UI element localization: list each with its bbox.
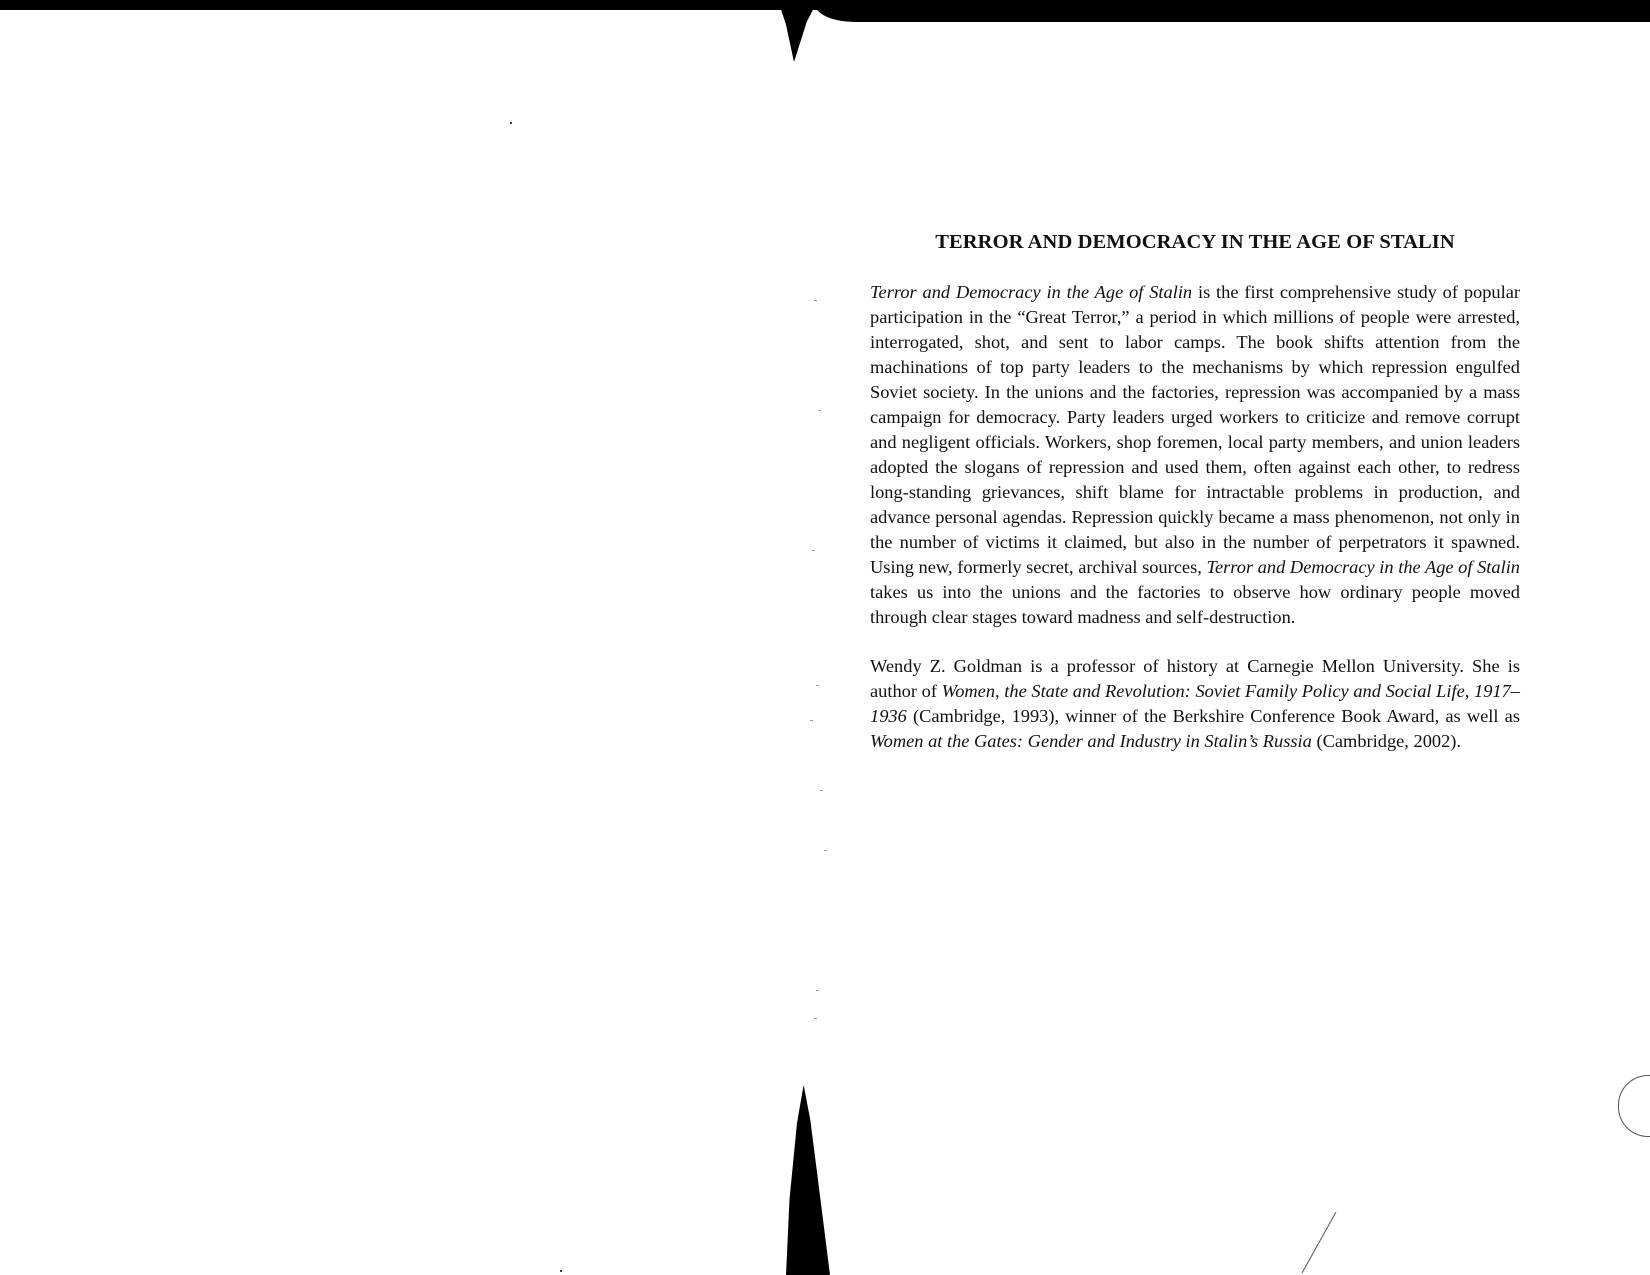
body-text: (Cambridge, 1993), winner of the Berkshire Conference Book Award, as well as bbox=[906, 706, 1520, 726]
body-text: takes us into the unions and the factories to observe how ordinary people moved through clear stages toward madness and self-destruction. bbox=[870, 582, 1520, 627]
description-paragraph bbox=[870, 280, 1520, 630]
speck bbox=[814, 1018, 817, 1019]
speck bbox=[816, 685, 819, 686]
binding-specks bbox=[800, 290, 840, 1070]
italic-text: Terror and Democracy in the Age of Stalin bbox=[870, 282, 1193, 302]
right-page bbox=[870, 222, 1520, 754]
stray-mark bbox=[510, 122, 512, 124]
page-title: TERROR AND DEMOCRACY IN THE AGE OF STALIN bbox=[935, 231, 1455, 253]
speck bbox=[816, 990, 819, 991]
body-text: Wendy Z. Goldman is a professor of history at Carnegie Mellon University. She is author of bbox=[870, 656, 1520, 701]
gutter-shadow-top bbox=[778, 0, 818, 62]
gutter-shadow-bottom bbox=[786, 1085, 830, 1275]
speck bbox=[820, 790, 823, 791]
author-bio-paragraph bbox=[870, 654, 1520, 754]
speck bbox=[824, 850, 827, 851]
speck bbox=[814, 300, 817, 301]
body-text: (Cambridge, 2002). bbox=[1311, 731, 1461, 751]
speck bbox=[812, 550, 815, 551]
italic-text: Women at the Gates: Gender and Industry in Stalin’s Russia bbox=[870, 731, 1312, 751]
page-edge-arc bbox=[1618, 1075, 1650, 1137]
italic-text: Women, the State and Revolution: Soviet Family Policy and Social Life, 1917–1936 bbox=[870, 681, 1520, 726]
stray-line bbox=[1300, 1210, 1340, 1275]
body-text: is the first comprehensive study of popular participation in the “Great Terror,” a period in which millions of people were arrested, interrogated, shot, and sent to labor camps. The book shifts attention from the machinations of top party leaders to the mechanisms by which repression engulfed Soviet society. In the unions and the factories, repression was accompanied by a mass campaign for democracy. Party leaders urged workers to criticize and remove corrupt and negligent officials. Workers, shop foremen, local party members, and union leaders adopted the slogans of repression and used them, often against each other, to redress long-standing grievances, shift blame for intractable problems in production, and advance personal agendas. Repression quickly became a mass phenomenon, not only in the number of victims it claimed, but also in the number of perpetrators it spawned. Using new, formerly secret, archival sources, bbox=[870, 282, 1520, 577]
speck bbox=[818, 410, 821, 411]
stray-mark bbox=[560, 1270, 562, 1272]
italic-text: Terror and Democracy in the Age of Stalin bbox=[1206, 557, 1520, 577]
scan-top-curve bbox=[815, 0, 1650, 22]
speck bbox=[810, 720, 813, 721]
